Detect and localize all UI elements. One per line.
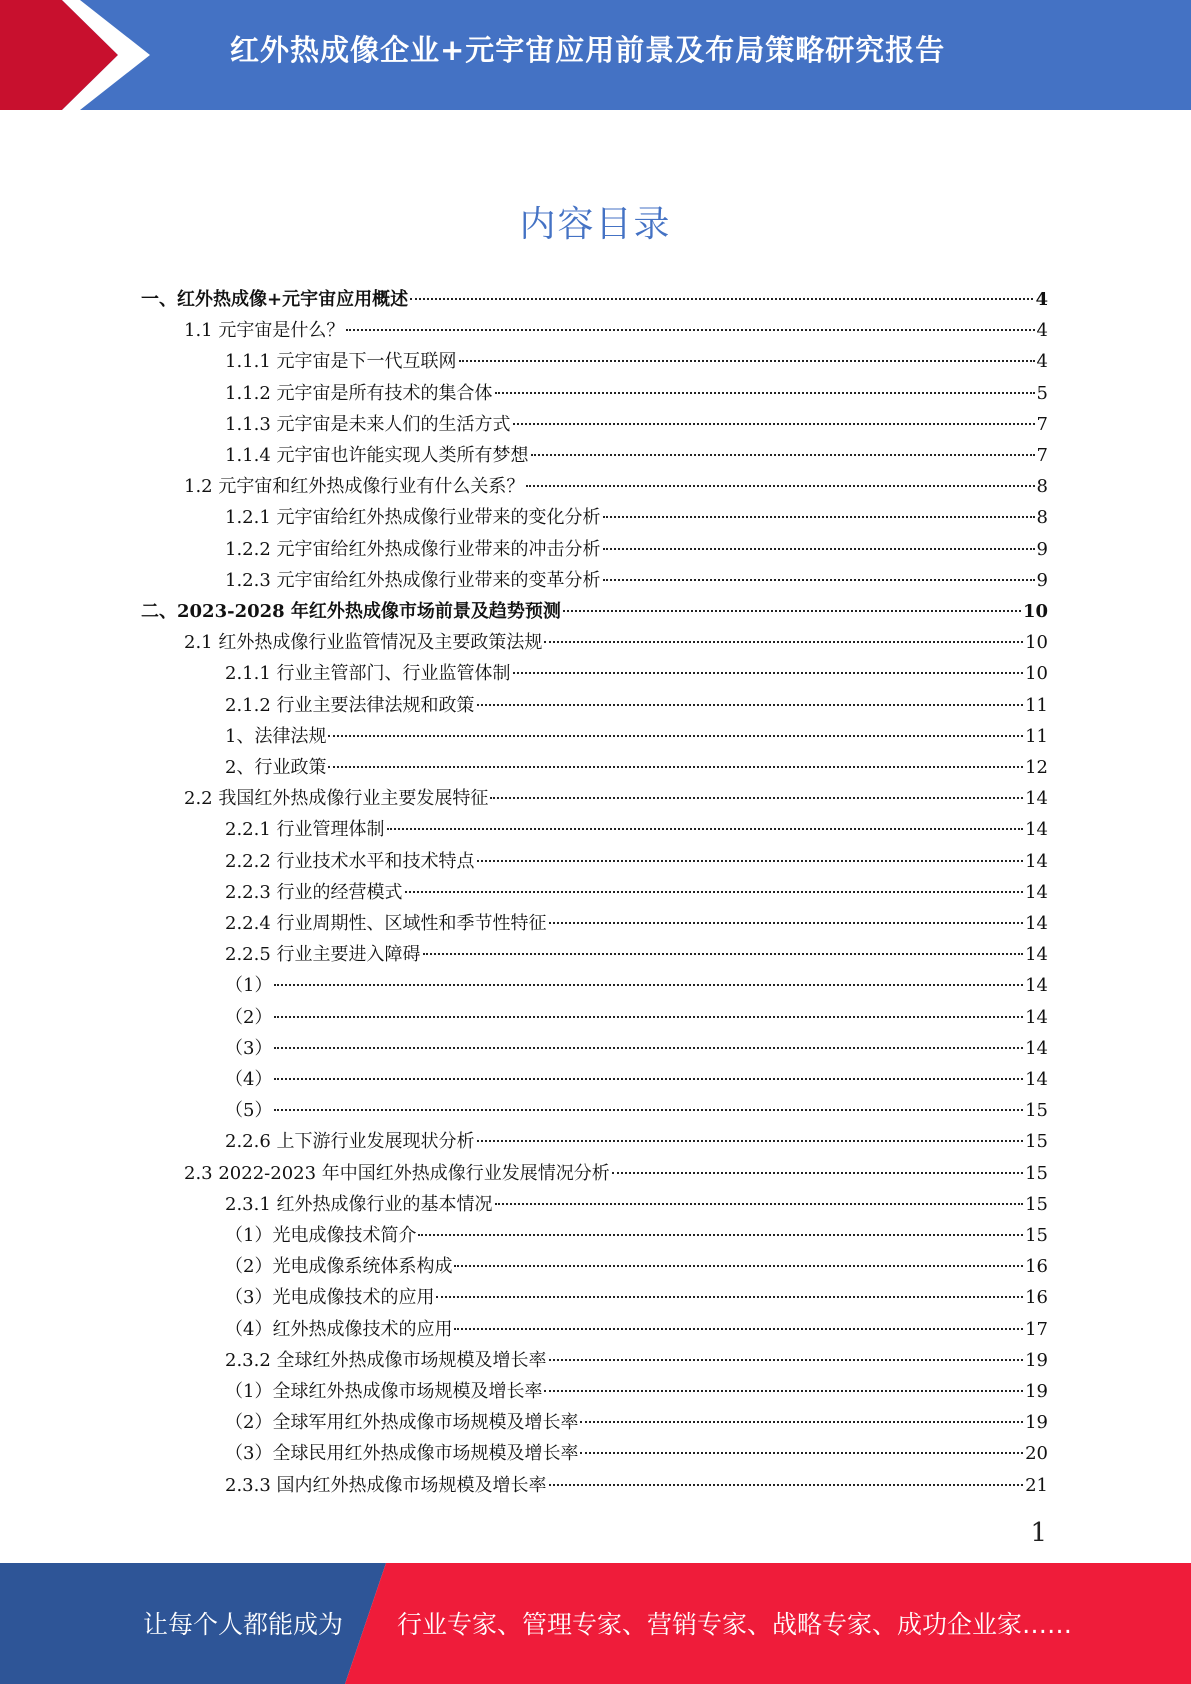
toc-entry-page: 11 [1025,725,1048,747]
toc-entry-page: 14 [1025,1006,1048,1028]
footer-slogan-right: 行业专家、管理专家、营销专家、战略专家、成功企业家…… [397,1610,1073,1639]
toc-entry-page: 10 [1025,632,1048,654]
toc-entry-label: 2.3.2 全球红外热成像市场规模及增长率 [225,1349,547,1371]
toc-entry-page: 15 [1025,1225,1048,1246]
toc-entry-page: 15 [1025,1193,1048,1215]
toc-dot-leader [612,1172,1023,1174]
toc-dot-leader [328,735,1023,737]
toc-dot-leader [513,423,1035,425]
toc-entry-page: 21 [1025,1474,1048,1496]
report-title: 红外热成像企业+元宇宙应用前景及布局策略研究报告 [230,33,946,67]
toc-entry[interactable] [225,565,1048,596]
toc-entry-label: 2.2.6 上下游行业发展现状分析 [225,1131,475,1153]
toc-entry[interactable] [225,1220,1048,1251]
toc-dot-leader [603,516,1035,518]
toc-dot-leader [274,1047,1023,1049]
toc-entry-page: 4 [1036,320,1048,342]
toc-dot-leader [549,922,1024,924]
toc-entry-page: 14 [1025,975,1048,997]
toc-heading: 内容目录 [519,204,672,245]
toc-dot-leader [459,360,1035,362]
toc-entry-label: 1.2.1 元宇宙给红外热成像行业带来的变化分析 [225,507,601,529]
toc-entry-label: 一、红外热成像+元宇宙应用概述 [141,289,409,310]
toc-dot-leader [387,828,1024,830]
toc-entry-label: 2.3 2022-2023 年中国红外热成像行业发展情况分析 [184,1162,610,1184]
toc-entry-page: 14 [1025,913,1048,934]
toc-entry[interactable] [225,690,1048,721]
toc-entry-label: （1）全球红外热成像市场规模及增长率 [225,1381,543,1402]
toc-entry[interactable] [225,752,1048,783]
toc-entry-label: 2.1.2 行业主要法律法规和政策 [225,694,475,716]
toc-entry-label: 1.1.3 元宇宙是未来人们的生活方式 [225,413,511,435]
toc-dot-leader [405,891,1024,893]
toc-dot-leader [513,672,1024,674]
toc-entry-page: 11 [1025,694,1048,716]
toc-entry[interactable] [225,658,1048,689]
toc-entry-label: （2） [225,1006,273,1028]
toc-entry-page: 15 [1025,1131,1048,1153]
toc-dot-leader [436,1296,1023,1298]
toc-entry[interactable] [184,783,1048,814]
toc-entry-page: 9 [1036,569,1048,591]
toc-entry[interactable] [225,908,1048,939]
toc-dot-leader [580,1452,1023,1454]
toc-entry-label: 2.2.5 行业主要进入障碍 [225,944,421,966]
toc-entry-label: （1） [225,975,273,997]
toc-entry-page: 16 [1025,1256,1048,1278]
toc-entry-label: 2.2.4 行业周期性、区域性和季节性特征 [225,913,547,934]
toc-dot-leader [526,485,1034,487]
toc-entry-label: （4）红外热成像技术的应用 [225,1318,453,1340]
toc-entry-page: 10 [1025,663,1048,685]
toc-entry[interactable] [225,1376,1048,1407]
toc-entry-label: （5） [225,1100,273,1122]
toc-entry-page: 7 [1036,413,1048,435]
toc-entry-label: 1、法律法规 [225,725,327,747]
toc-entry[interactable] [141,596,1048,627]
toc-entry-label: 1.2 元宇宙和红外热成像行业有什么关系？ [184,476,525,498]
toc-entry-label: 1.1.2 元宇宙是所有技术的集合体 [225,382,493,404]
toc-dot-leader [346,329,1034,331]
toc-dot-leader [477,1140,1024,1142]
toc-entry-page: 14 [1025,1069,1048,1090]
toc-entry[interactable] [225,409,1048,440]
toc-entry[interactable] [225,814,1048,845]
toc-dot-leader [477,704,1024,706]
toc-entry-page: 19 [1025,1412,1048,1434]
toc-entry-page: 15 [1025,1100,1048,1122]
toc-dot-leader [454,1265,1023,1267]
toc-entry-label: 2.1 红外热成像行业监管情况及主要政策法规 [184,632,543,654]
toc-entry-page: 5 [1036,382,1048,404]
toc-entry-page: 16 [1025,1287,1048,1309]
toc-dot-leader [580,1421,1023,1423]
toc-dot-leader [274,1078,1023,1080]
toc-entry-page: 20 [1025,1443,1048,1465]
toc-entry[interactable] [225,502,1048,533]
toc-entry-label: 1.1.4 元宇宙也许能实现人类所有梦想 [225,445,529,466]
toc-entry[interactable] [225,1407,1048,1438]
toc-dot-leader [549,1359,1024,1361]
toc-entry[interactable] [225,1282,1048,1313]
toc-dot-leader [423,953,1024,955]
toc-dot-leader [410,298,1033,300]
toc-entry[interactable] [225,1002,1048,1033]
toc-entry[interactable] [184,315,1048,346]
toc-entry[interactable] [225,1064,1048,1095]
toc-entry-label: （2）光电成像系统体系构成 [225,1256,453,1278]
toc-entry-page: 8 [1036,507,1048,529]
toc-entry-page: 9 [1036,538,1048,560]
toc-dot-leader [544,1390,1023,1392]
toc-entry[interactable] [225,1189,1048,1220]
toc-dot-leader [603,548,1035,550]
toc-entry-page: 14 [1025,944,1048,966]
toc-entry-page: 7 [1036,445,1048,466]
toc-entry-page: 14 [1025,850,1048,872]
toc-entry[interactable] [225,846,1048,877]
page-header [0,0,1191,110]
toc-entry-label: 2.3.1 红外热成像行业的基本情况 [225,1193,493,1215]
toc-entry-page: 19 [1025,1349,1048,1371]
toc-entry[interactable] [225,346,1048,377]
toc-entry-label: （3）光电成像技术的应用 [225,1287,435,1309]
toc-entry-page: 12 [1025,757,1048,778]
toc-entry[interactable] [225,1438,1048,1469]
toc-dot-leader [418,1234,1023,1236]
toc-entry-label: 2.2.1 行业管理体制 [225,819,385,841]
toc-entry-page: 8 [1036,476,1048,498]
toc-entry[interactable] [225,1345,1048,1376]
footer-slogan-left: 让每个人都能成为 [143,1610,344,1639]
toc-entry-page: 14 [1025,819,1048,841]
page-number: 1 [1030,1518,1047,1548]
toc-entry-label: 2、行业政策 [225,757,327,778]
toc-entry-label: 2.2.3 行业的经营模式 [225,881,403,903]
toc-dot-leader [531,454,1035,456]
page-footer [0,1563,1191,1684]
toc-entry-page: 14 [1025,881,1048,903]
toc-entry[interactable] [225,1033,1048,1064]
toc-entry[interactable] [141,284,1048,315]
toc-entry[interactable] [225,378,1048,409]
toc-entry-page: 15 [1025,1162,1048,1184]
toc-dot-leader [490,797,1023,799]
toc-entry[interactable] [225,1126,1048,1157]
toc-entry-label: （3）全球民用红外热成像市场规模及增长率 [225,1443,579,1465]
toc-dot-leader [544,641,1023,643]
toc-entry[interactable] [225,1095,1048,1126]
toc-entry-label: 1.1 元宇宙是什么？ [184,320,345,342]
toc-entry[interactable] [184,627,1048,658]
toc-entry-label: 2.2.2 行业技术水平和技术特点 [225,850,475,872]
toc-entry[interactable] [225,1470,1048,1501]
toc-dot-leader [563,610,1021,612]
toc-entry[interactable] [225,1251,1048,1282]
toc-entry[interactable] [225,721,1048,752]
toc-entry-label: 1.1.1 元宇宙是下一代互联网 [225,351,457,373]
toc-entry[interactable] [225,440,1048,471]
toc-entry[interactable] [225,1314,1048,1345]
toc-dot-leader [454,1328,1023,1330]
toc-entry-label: 2.3.3 国内红外热成像市场规模及增长率 [225,1474,547,1496]
toc-dot-leader [274,1109,1023,1111]
toc-entry-page: 14 [1025,1037,1048,1059]
toc-entry[interactable] [184,471,1048,502]
toc-entry-page: 4 [1036,351,1048,373]
toc-entry-label: 2.1.1 行业主管部门、行业监管体制 [225,663,511,685]
toc-dot-leader [495,1203,1024,1205]
toc-dot-leader [477,860,1024,862]
toc-dot-leader [274,984,1023,986]
toc-entry[interactable] [225,939,1048,970]
toc-entry-page: 19 [1025,1381,1048,1402]
toc-entry[interactable] [225,534,1048,565]
toc-entry[interactable] [184,1158,1048,1189]
toc-entry-page: 14 [1025,788,1048,810]
toc-entry[interactable] [225,877,1048,908]
toc-entry-label: （2）全球军用红外热成像市场规模及增长率 [225,1412,579,1434]
toc-dot-leader [549,1484,1024,1486]
toc-entry-label: 1.2.2 元宇宙给红外热成像行业带来的冲击分析 [225,538,601,560]
toc-entry-label: 二、2023-2028 年红外热成像市场前景及趋势预测 [141,601,561,622]
toc-entry-page: 10 [1022,601,1048,622]
toc-entry-label: 1.2.3 元宇宙给红外热成像行业带来的变革分析 [225,569,601,591]
toc-entry-page: 17 [1025,1318,1048,1340]
toc-dot-leader [603,579,1035,581]
toc-entry-label: （3） [225,1037,273,1059]
toc-dot-leader [328,766,1023,768]
toc-entry-label: 2.2 我国红外热成像行业主要发展特征 [184,788,489,810]
toc-entry-page: 4 [1035,289,1048,310]
toc-dot-leader [274,1016,1023,1018]
toc-entry-label: （4） [225,1069,273,1090]
toc-entry[interactable] [225,970,1048,1001]
toc-dot-leader [495,392,1035,394]
toc-entry-label: （1）光电成像技术简介 [225,1225,417,1246]
